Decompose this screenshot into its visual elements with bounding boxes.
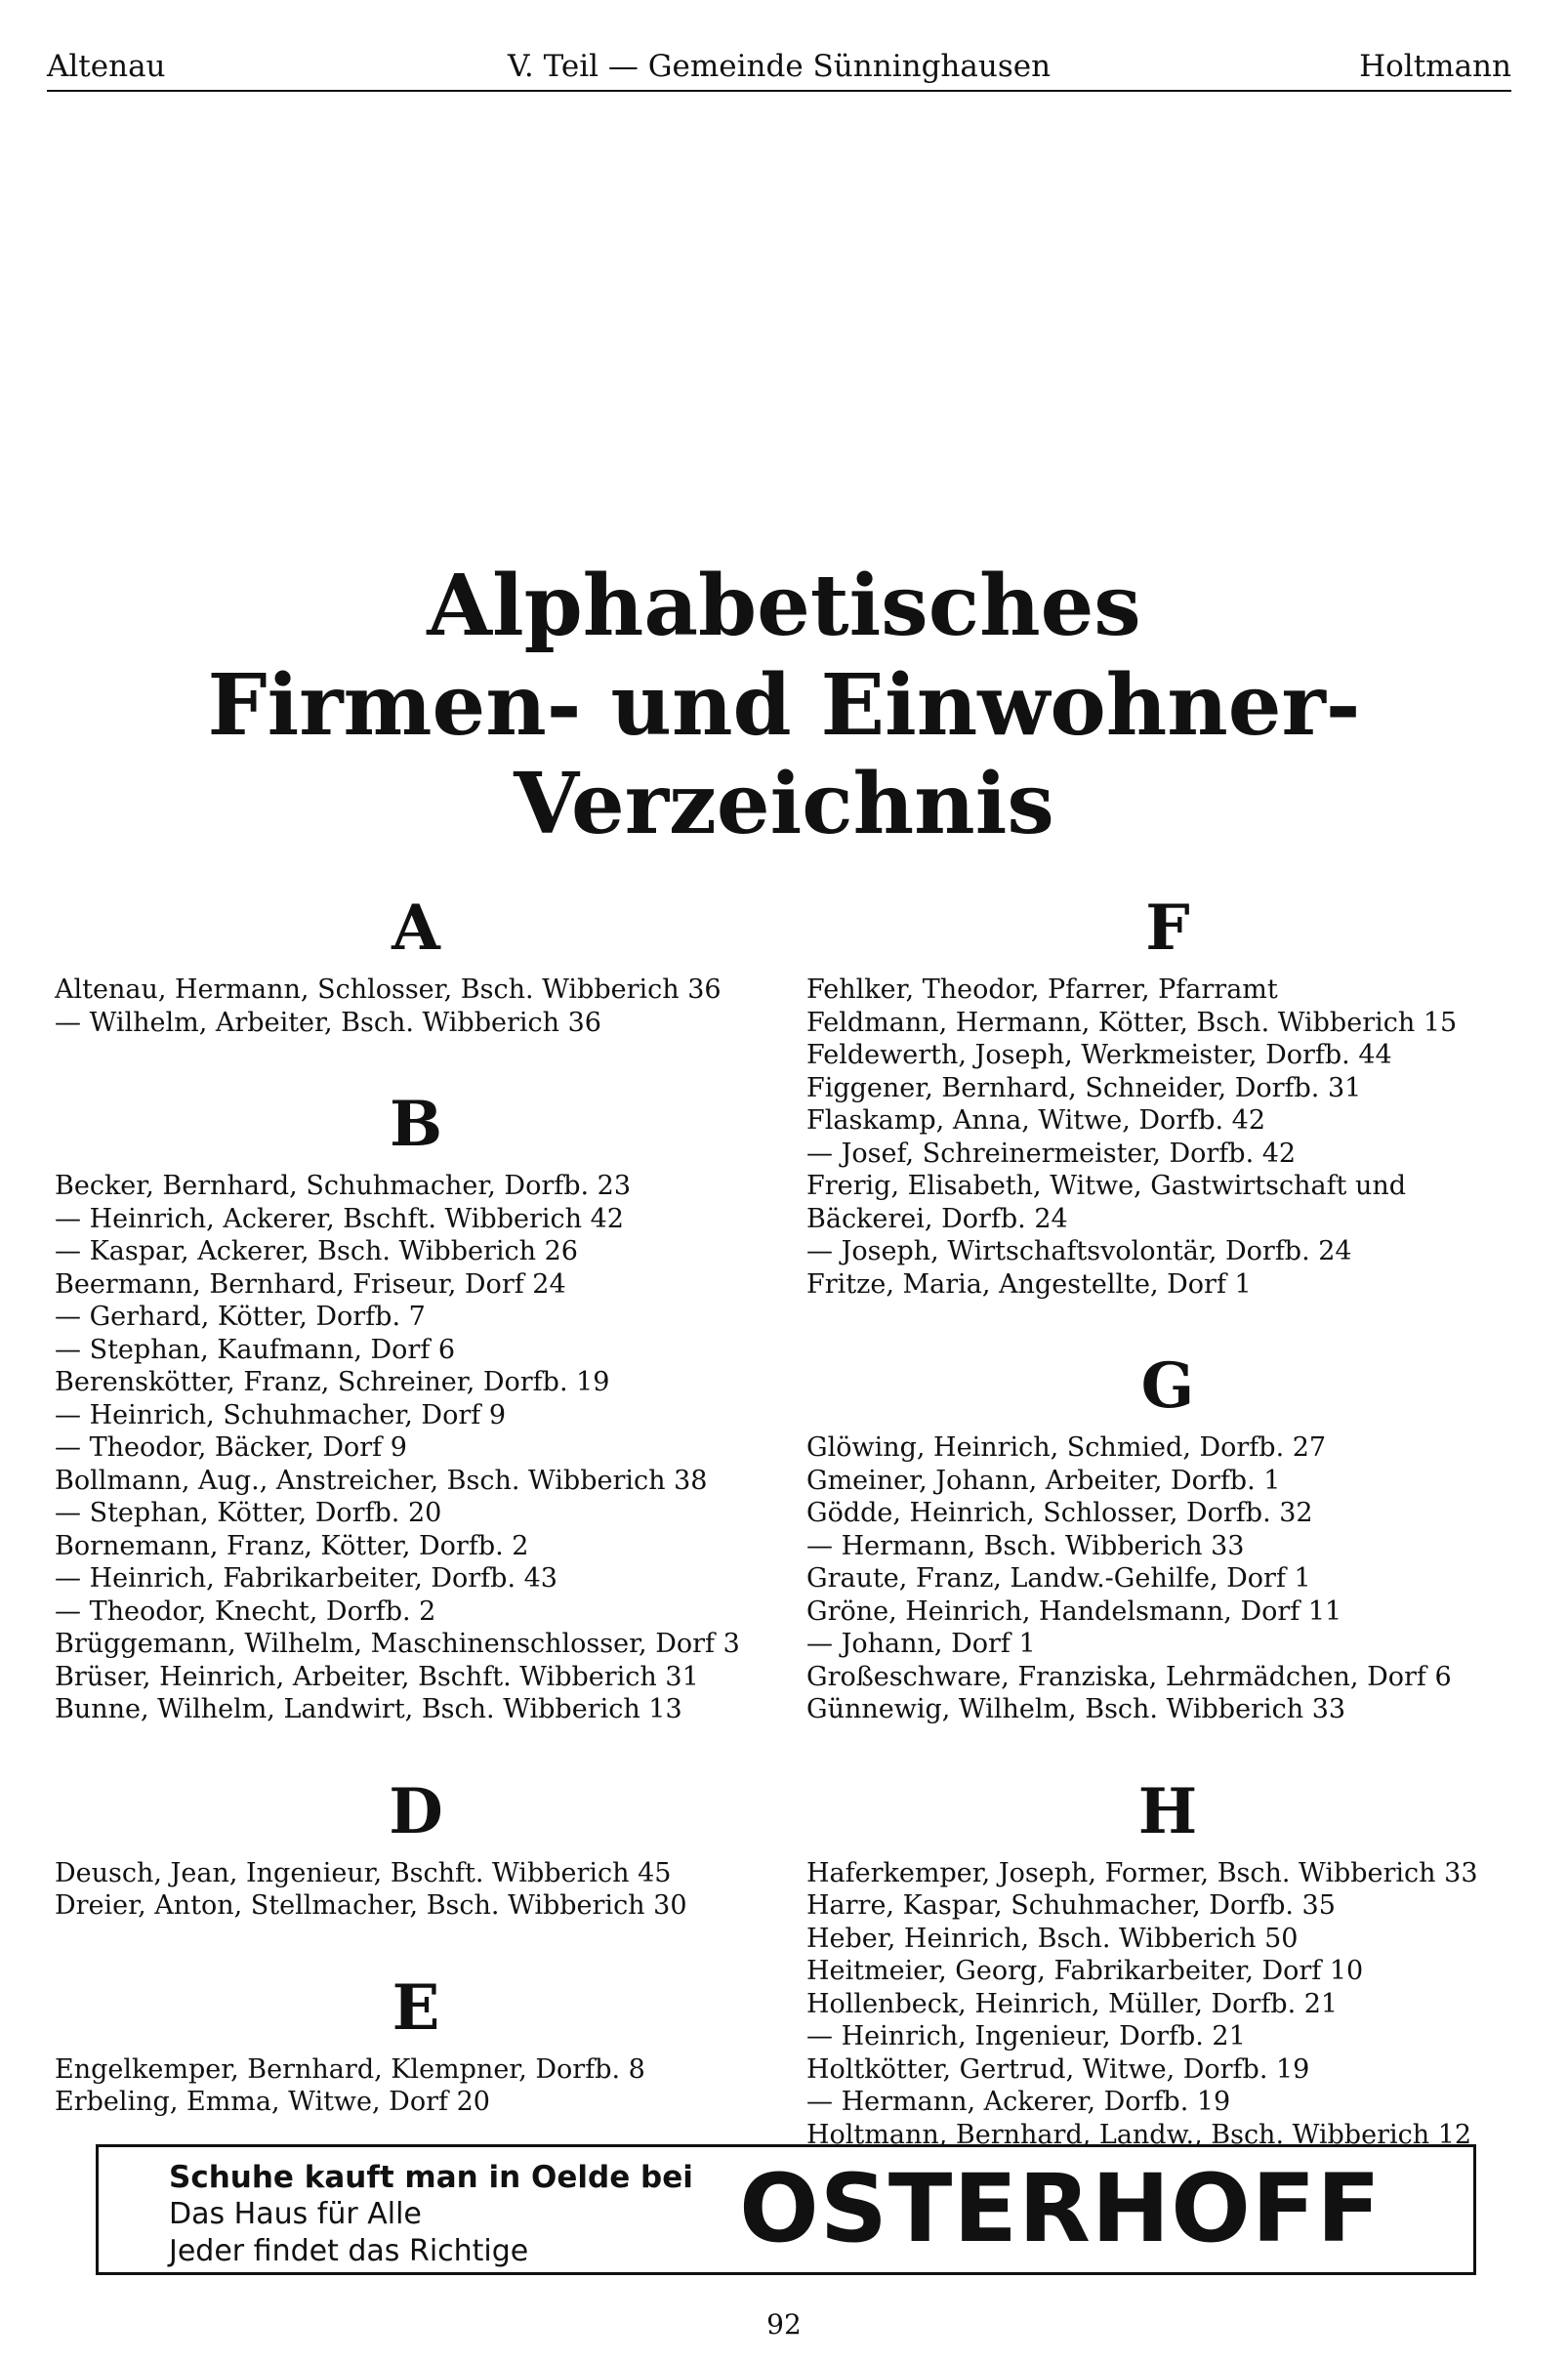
directory-entry: — Heinrich, Schuhmacher, Dorf 9 — [55, 1399, 506, 1430]
section-letter: B — [389, 1088, 443, 1161]
section-gap — [806, 1726, 1529, 1767]
directory-entry: Fritze, Maria, Angestellte, Dorf 1 — [806, 1268, 1252, 1300]
section-letter: E — [392, 1970, 440, 2045]
left-column — [55, 884, 777, 2119]
directory-entry: — Joseph, Wirtschaftsvolontär, Dorfb. 24 — [806, 1236, 1352, 1266]
directory-entry: Günnewig, Wilhelm, Bsch. Wibberich 33 — [806, 1694, 1346, 1724]
directory-entry: Harre, Kaspar, Schuhmacher, Dorfb. 35 — [806, 1890, 1336, 1921]
directory-entry: Graute, Franz, Landw.-Gehilfe, Dorf 1 — [806, 1563, 1311, 1594]
directory-entry: Figgener, Bernhard, Schneider, Dorfb. 31 — [806, 1072, 1362, 1103]
ad-brand: OSTERHOFF — [739, 2154, 1382, 2263]
directory-entry: Bornemann, Franz, Kötter, Dorfb. 2 — [55, 1530, 529, 1561]
directory-entry: Bunne, Wilhelm, Landwirt, Bsch. Wibberich 13 — [55, 1694, 682, 1724]
directory-entry: Holtmann, Bernhard, Landw., Bsch. Wibberich 12 — [806, 2119, 1472, 2150]
directory-entry: Brüggemann, Wilhelm, Maschinenschlosser, Dorf 3 — [55, 1629, 740, 1659]
directory-entry: Brüser, Heinrich, Arbeiter, Bschft. Wibberich 31 — [55, 1661, 699, 1692]
directory-entry: — Kaspar, Ackerer, Bsch. Wibberich 26 — [55, 1236, 578, 1266]
directory-entry: — Stephan, Kaufmann, Dorf 6 — [55, 1334, 456, 1365]
header-left: Altenau — [47, 49, 166, 84]
directory-entry: Erbeling, Emma, Witwe, Dorf 20 — [55, 2087, 490, 2117]
title-line-1: Alphabetisches — [427, 557, 1141, 655]
section-gap — [55, 1726, 777, 1767]
section-letter: G — [1140, 1349, 1195, 1423]
ad-line-1: Schuhe kauft man in Oelde bei — [169, 2160, 693, 2195]
directory-entry: — Johann, Dorf 1 — [806, 1629, 1036, 1659]
directory-entry: Heber, Heinrich, Bsch. Wibberich 50 — [806, 1923, 1299, 1954]
section-gap — [55, 1923, 777, 1964]
directory-entry: Hollenbeck, Heinrich, Müller, Dorfb. 21 — [806, 1988, 1339, 2019]
directory-entry: Altenau, Hermann, Schlosser, Bsch. Wibberich 36 — [55, 974, 722, 1005]
ad-line-2: Das Haus für Alle — [169, 2197, 422, 2231]
directory-entry: Großeschware, Franziska, Lehrmädchen, Dorf 6 — [806, 1661, 1452, 1692]
directory-entry: Frerig, Elisabeth, Witwe, Gastwirtschaft und — [806, 1171, 1407, 1201]
directory-entry: — Josef, Schreinermeister, Dorfb. 42 — [806, 1138, 1297, 1169]
directory-entry: Engelkemper, Bernhard, Klempner, Dorfb. 8 — [55, 2053, 645, 2085]
advertisement — [96, 2144, 1476, 2275]
directory-entry: Dreier, Anton, Stellmacher, Bsch. Wibberich 30 — [55, 1890, 687, 1921]
directory-entry: — Heinrich, Fabrikarbeiter, Dorfb. 43 — [55, 1563, 557, 1594]
directory-entry: Gödde, Heinrich, Schlosser, Dorfb. 32 — [806, 1498, 1313, 1528]
directory-entry: Haferkemper, Joseph, Former, Bsch. Wibberich 33 — [806, 1857, 1478, 1888]
directory-entry: — Gerhard, Kötter, Dorfb. 7 — [55, 1302, 426, 1332]
directory-entry: Feldmann, Hermann, Kötter, Bsch. Wibberich 15 — [806, 1007, 1458, 1038]
directory-entry: — Hermann, Bsch. Wibberich 33 — [806, 1530, 1245, 1561]
directory-entry: Gmeiner, Johann, Arbeiter, Dorfb. 1 — [806, 1465, 1281, 1496]
directory-entry: Deusch, Jean, Ingenieur, Bschft. Wibberich 45 — [55, 1857, 672, 1888]
directory-entry: — Theodor, Bäcker, Dorf 9 — [55, 1432, 407, 1463]
directory-entry: Becker, Bernhard, Schuhmacher, Dorfb. 23 — [55, 1171, 632, 1201]
section-gap — [806, 1301, 1529, 1342]
right-column — [806, 884, 1529, 2151]
ad-text — [169, 2159, 693, 2270]
page-number: 92 — [766, 2308, 802, 2341]
section-a — [55, 884, 777, 1039]
directory-entry: Flaskamp, Anna, Witwe, Dorfb. 42 — [806, 1105, 1265, 1136]
directory-entry: Bollmann, Aug., Anstreicher, Bsch. Wibberich 38 — [55, 1465, 708, 1496]
directory-entry: Holtkötter, Gertrud, Witwe, Dorfb. 19 — [806, 2053, 1310, 2085]
section-f — [806, 884, 1529, 1301]
header-right: Holtmann — [1359, 49, 1511, 84]
section-d — [55, 1767, 777, 1923]
directory-entry: Gröne, Heinrich, Handelsmann, Dorf 11 — [806, 1595, 1342, 1627]
section-letter: A — [392, 891, 440, 965]
directory-entry: — Hermann, Ackerer, Dorfb. 19 — [806, 2087, 1231, 2117]
header-center: V. Teil — Gemeinde Sünninghausen — [507, 49, 1052, 84]
section-h — [806, 1767, 1529, 2152]
section-e — [55, 1964, 777, 2119]
section-letter: D — [389, 1774, 443, 1848]
directory-entry: — Theodor, Knecht, Dorfb. 2 — [55, 1595, 436, 1627]
directory-entry: Fehlker, Theodor, Pfarrer, Pfarramt — [806, 974, 1278, 1005]
directory-entry: Feldewerth, Joseph, Werkmeister, Dorfb. 44 — [806, 1040, 1392, 1070]
directory-entry: Berenskötter, Franz, Schreiner, Dorfb. 19 — [55, 1367, 610, 1397]
section-b — [55, 1080, 777, 1726]
section-letter: H — [1137, 1774, 1198, 1848]
directory-entry: Beermann, Bernhard, Friseur, Dorf 24 — [55, 1268, 566, 1300]
directory-entry: — Wilhelm, Arbeiter, Bsch. Wibberich 36 — [55, 1007, 601, 1038]
directory-entry: — Heinrich, Ackerer, Bschft. Wibberich 42 — [55, 1203, 624, 1234]
directory-entry: — Heinrich, Ingenieur, Dorfb. 21 — [806, 2021, 1246, 2051]
section-gap — [55, 1039, 777, 1080]
section-g — [806, 1342, 1529, 1726]
page-header — [47, 41, 1511, 92]
title-line-2: Firmen- und Einwohner-Verzeichnis — [207, 656, 1361, 853]
section-letter: F — [1145, 891, 1190, 965]
directory-entry: Bäckerei, Dorfb. 24 — [806, 1203, 1068, 1234]
directory-entry: Glöwing, Heinrich, Schmied, Dorfb. 27 — [806, 1432, 1327, 1463]
ad-line-3: Jeder findet das Richtige — [169, 2234, 529, 2268]
directory-entry: Heitmeier, Georg, Fabrikarbeiter, Dorf 10 — [806, 1956, 1364, 1986]
directory-entry: — Stephan, Kötter, Dorfb. 20 — [55, 1498, 442, 1528]
